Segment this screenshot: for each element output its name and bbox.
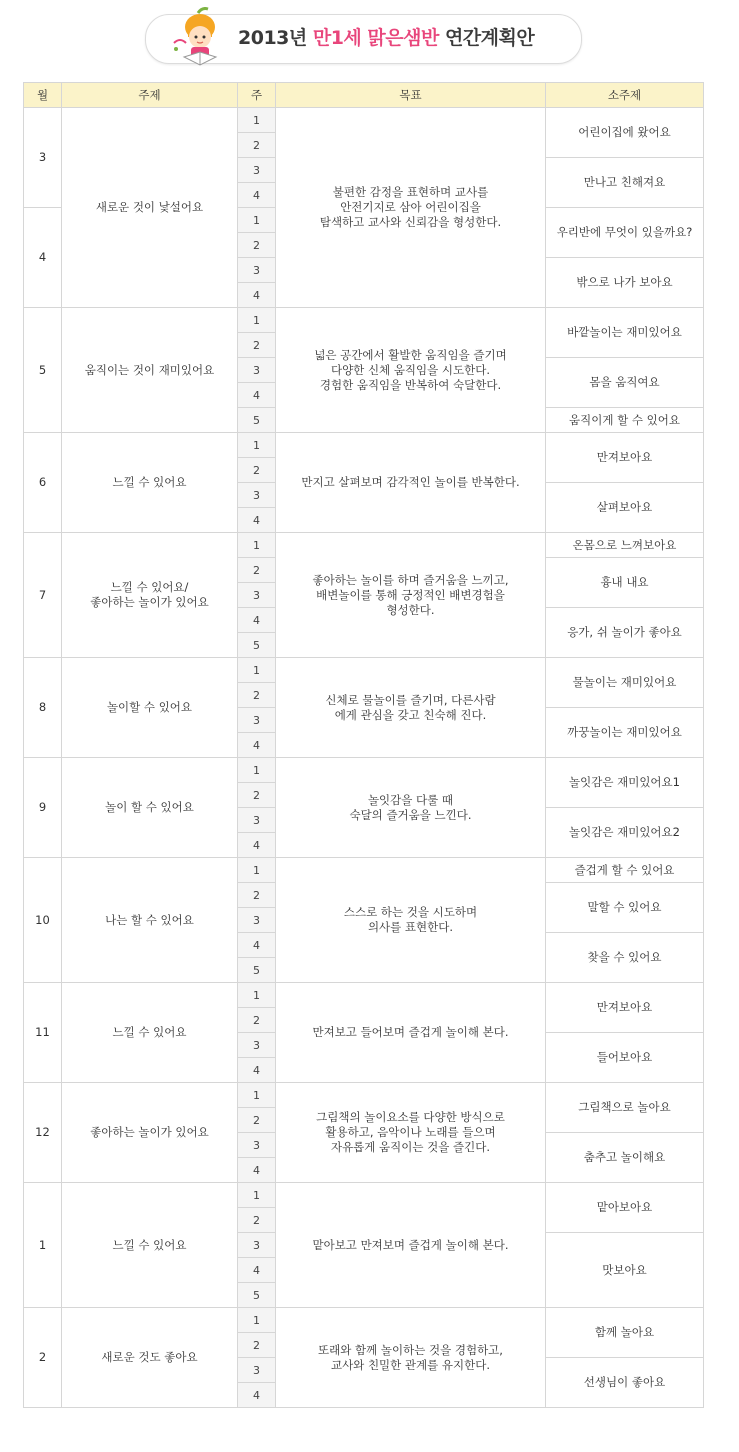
goal-cell: 놀잇감을 다룰 때 숙달의 즐거움을 느낀다. [276, 758, 546, 858]
week-cell: 2 [238, 783, 276, 808]
title-banner [145, 14, 582, 64]
header-subtopic: 소주제 [546, 83, 704, 108]
subtopic-cell: 까꿍놀이는 재미있어요 [546, 708, 704, 758]
subtopic-cell: 바깥놀이는 재미있어요 [546, 308, 704, 358]
month-cell: 9 [24, 758, 62, 858]
table-row [24, 108, 704, 133]
subtopic-cell: 살펴보아요 [546, 483, 704, 533]
goal-cell: 스스로 하는 것을 시도하며 의사를 표현한다. [276, 858, 546, 983]
month-cell: 3 [24, 108, 62, 208]
goal-cell: 불편한 감정을 표현하며 교사를 안전기지로 삼아 어린이집을 탐색하고 교사와 신뢰감을 형성한다. [276, 108, 546, 308]
theme-cell: 느낄 수 있어요/ 좋아하는 놀이가 있어요 [62, 533, 238, 658]
week-cell: 3 [238, 908, 276, 933]
theme-cell: 느낄 수 있어요 [62, 1183, 238, 1308]
plan-body [24, 108, 704, 1408]
week-cell: 5 [238, 408, 276, 433]
theme-cell: 느낄 수 있어요 [62, 433, 238, 533]
subtopic-cell: 밖으로 나가 보아요 [546, 258, 704, 308]
week-cell: 4 [238, 508, 276, 533]
week-cell: 4 [238, 833, 276, 858]
month-cell: 7 [24, 533, 62, 658]
subtopic-cell: 어린이집에 왔어요 [546, 108, 704, 158]
table-row [24, 1308, 704, 1333]
subtopic-cell: 온몸으로 느껴보아요 [546, 533, 704, 558]
subtopic-cell: 물놀이는 재미있어요 [546, 658, 704, 708]
subtopic-cell: 춤추고 놀이해요 [546, 1133, 704, 1183]
table-row [24, 983, 704, 1008]
week-cell: 2 [238, 1333, 276, 1358]
week-cell: 3 [238, 1233, 276, 1258]
theme-cell: 움직이는 것이 재미있어요 [62, 308, 238, 433]
subtopic-cell: 우리반에 무엇이 있을까요? [546, 208, 704, 258]
goal-cell: 또래와 함께 놀이하는 것을 경험하고, 교사와 친밀한 관계를 유지한다. [276, 1308, 546, 1408]
month-cell: 1 [24, 1183, 62, 1308]
week-cell: 1 [238, 983, 276, 1008]
week-cell: 3 [238, 358, 276, 383]
week-cell: 5 [238, 633, 276, 658]
table-row [24, 1183, 704, 1208]
subtopic-cell: 그림책으로 놀아요 [546, 1083, 704, 1133]
month-cell: 2 [24, 1308, 62, 1408]
table-row [24, 858, 704, 883]
annual-plan-table [23, 82, 704, 1408]
theme-cell: 새로운 것도 좋아요 [62, 1308, 238, 1408]
goal-cell: 좋아하는 놀이를 하며 즐거움을 느끼고, 배변놀이를 통해 긍정적인 배변경험을 형성한다. [276, 533, 546, 658]
header-goal: 목표 [276, 83, 546, 108]
week-cell: 1 [238, 658, 276, 683]
goal-cell: 맡아보고 만져보며 즐겁게 놀이해 본다. [276, 1183, 546, 1308]
theme-cell: 새로운 것이 낯설어요 [62, 108, 238, 308]
week-cell: 3 [238, 1358, 276, 1383]
week-cell: 4 [238, 608, 276, 633]
week-cell: 3 [238, 483, 276, 508]
week-cell: 3 [238, 708, 276, 733]
subtopic-cell: 만져보아요 [546, 433, 704, 483]
month-cell: 8 [24, 658, 62, 758]
month-cell: 6 [24, 433, 62, 533]
subtopic-cell: 놀잇감은 재미있어요1 [546, 758, 704, 808]
week-cell: 1 [238, 758, 276, 783]
goal-cell: 만지고 살펴보며 감각적인 놀이를 반복한다. [276, 433, 546, 533]
week-cell: 2 [238, 333, 276, 358]
goal-cell: 넓은 공간에서 활발한 움직임을 즐기며 다양한 신체 움직임을 시도한다. 경험한 움직임을 반복하여 숙달한다. [276, 308, 546, 433]
month-cell: 11 [24, 983, 62, 1083]
week-cell: 4 [238, 1383, 276, 1408]
subtopic-cell: 함께 놀아요 [546, 1308, 704, 1358]
week-cell: 1 [238, 1308, 276, 1333]
table-row [24, 533, 704, 558]
subtopic-cell: 만져보아요 [546, 983, 704, 1033]
week-cell: 3 [238, 583, 276, 608]
theme-cell: 놀이할 수 있어요 [62, 658, 238, 758]
week-cell: 2 [238, 683, 276, 708]
subtopic-cell: 몸을 움직여요 [546, 358, 704, 408]
girl-reading-mascot-icon [164, 7, 236, 73]
title-year: 2013년 [238, 27, 313, 49]
month-cell: 10 [24, 858, 62, 983]
week-cell: 1 [238, 1183, 276, 1208]
week-cell: 4 [238, 1058, 276, 1083]
subtopic-cell: 들어보아요 [546, 1033, 704, 1083]
goal-cell: 만져보고 들어보며 즐겁게 놀이해 본다. [276, 983, 546, 1083]
subtopic-cell: 움직이게 할 수 있어요 [546, 408, 704, 433]
week-cell: 2 [238, 1008, 276, 1033]
week-cell: 4 [238, 383, 276, 408]
week-cell: 2 [238, 883, 276, 908]
theme-cell: 좋아하는 놀이가 있어요 [62, 1083, 238, 1183]
subtopic-cell: 만나고 친해져요 [546, 158, 704, 208]
subtopic-cell: 찾을 수 있어요 [546, 933, 704, 983]
week-cell: 1 [238, 308, 276, 333]
theme-cell: 나는 할 수 있어요 [62, 858, 238, 983]
subtopic-cell: 놀잇감은 재미있어요2 [546, 808, 704, 858]
week-cell: 3 [238, 808, 276, 833]
subtopic-cell: 흉내 내요 [546, 558, 704, 608]
week-cell: 3 [238, 258, 276, 283]
month-cell: 4 [24, 208, 62, 308]
table-row [24, 433, 704, 458]
week-cell: 4 [238, 283, 276, 308]
week-cell: 5 [238, 958, 276, 983]
week-cell: 1 [238, 533, 276, 558]
week-cell: 4 [238, 1158, 276, 1183]
subtopic-cell: 응가, 쉬 놀이가 좋아요 [546, 608, 704, 658]
goal-cell: 그림책의 놀이요소를 다양한 방식으로 활용하고, 음악이나 노래를 들으며 자유롭게 움직이는 것을 즐긴다. [276, 1083, 546, 1183]
week-cell: 1 [238, 1083, 276, 1108]
subtopic-cell: 선생님이 좋아요 [546, 1358, 704, 1408]
table-row [24, 758, 704, 783]
week-cell: 1 [238, 108, 276, 133]
table-row [24, 1083, 704, 1108]
week-cell: 4 [238, 933, 276, 958]
week-cell: 3 [238, 1033, 276, 1058]
header-theme: 주제 [62, 83, 238, 108]
week-cell: 1 [238, 208, 276, 233]
week-cell: 5 [238, 1283, 276, 1308]
title-plan: 연간계획안 [438, 27, 535, 49]
week-cell: 2 [238, 133, 276, 158]
week-cell: 4 [238, 1258, 276, 1283]
page-title [238, 23, 534, 53]
week-cell: 1 [238, 433, 276, 458]
table-row [24, 308, 704, 333]
header-month: 월 [24, 83, 62, 108]
month-cell: 5 [24, 308, 62, 433]
theme-cell: 놀이 할 수 있어요 [62, 758, 238, 858]
subtopic-cell: 즐겁게 할 수 있어요 [546, 858, 704, 883]
header-week: 주 [238, 83, 276, 108]
week-cell: 4 [238, 733, 276, 758]
week-cell: 1 [238, 858, 276, 883]
week-cell: 2 [238, 458, 276, 483]
week-cell: 4 [238, 183, 276, 208]
month-cell: 12 [24, 1083, 62, 1183]
subtopic-cell: 말할 수 있어요 [546, 883, 704, 933]
week-cell: 3 [238, 1133, 276, 1158]
week-cell: 2 [238, 233, 276, 258]
week-cell: 3 [238, 158, 276, 183]
theme-cell: 느낄 수 있어요 [62, 983, 238, 1083]
table-row [24, 658, 704, 683]
week-cell: 2 [238, 1208, 276, 1233]
title-class: 만1세 맑은샘반 [312, 27, 439, 49]
week-cell: 2 [238, 1108, 276, 1133]
subtopic-cell: 맛보아요 [546, 1233, 704, 1308]
subtopic-cell: 맡아보아요 [546, 1183, 704, 1233]
goal-cell: 신체로 물놀이를 즐기며, 다른사람 에게 관심을 갖고 친숙해 진다. [276, 658, 546, 758]
week-cell: 2 [238, 558, 276, 583]
